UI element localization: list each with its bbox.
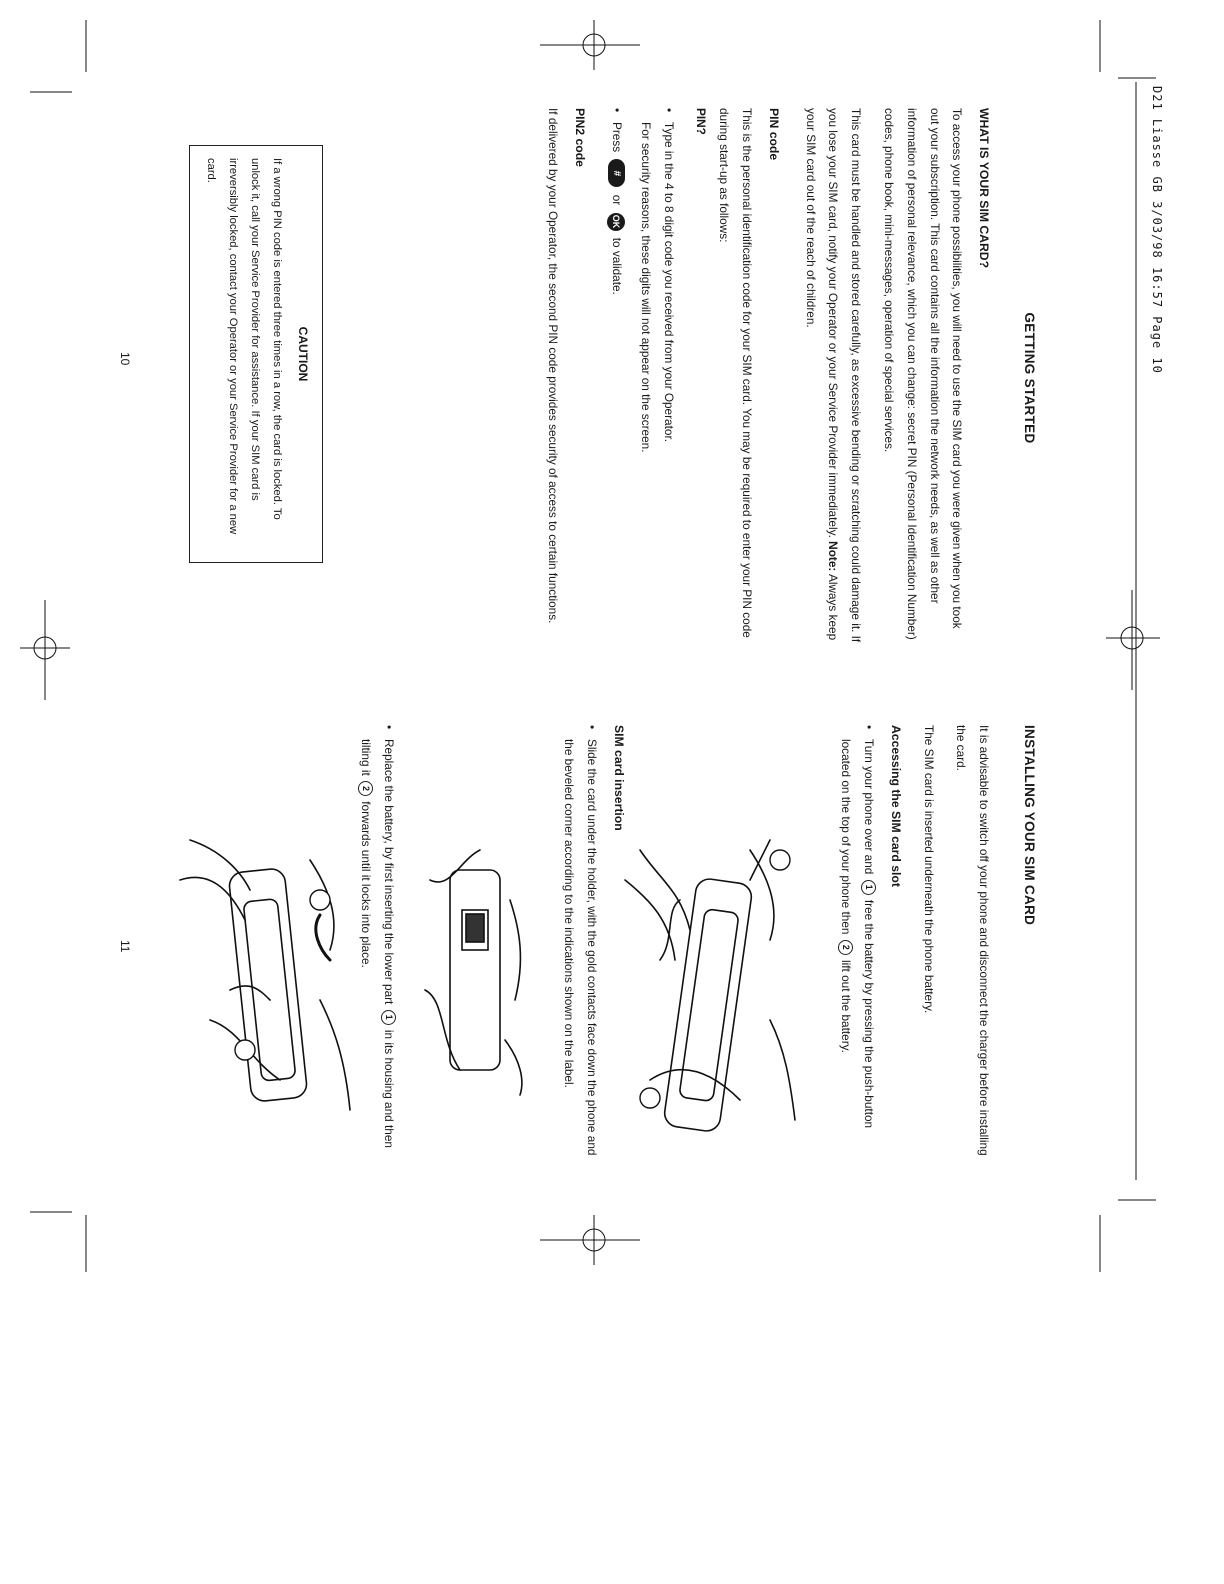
access-text-a: Turn your phone over and bbox=[862, 739, 877, 875]
page-title-install: INSTALLING YOUR SIM CARD bbox=[1022, 725, 1037, 926]
hash-key-icon: # bbox=[608, 159, 625, 187]
page-title: GETTING STARTED bbox=[1022, 312, 1037, 444]
page-11 bbox=[828, 725, 1040, 1165]
sim-paragraph-2-text: This card must be handled and stored carefully, as excessive bending or scratching could damage it. If you lose your SIM card, notify your Operator or your Service Provider immediately. bbox=[826, 108, 864, 643]
pin-heading: PIN code bbox=[766, 108, 781, 161]
install-paragraph-1: It is advisable to switch off your phone and disconnect the charger before installing the card. bbox=[954, 725, 992, 1156]
pin2-paragraph: If delivered by your Operator, the second PIN code provides security of access to certain functions. bbox=[546, 108, 561, 624]
bullet-type-code-text: Type in the 4 to 8 digit code you received from your Operator. bbox=[661, 122, 676, 443]
access-heading: Accessing the SIM card slot bbox=[888, 725, 903, 887]
note-text: Always keep your SIM card out of the reach of children. bbox=[803, 108, 841, 641]
insert-bullet: • Slide the card under the holder, with the gold contacts face down the phone and the beveled corner according to the indications shown on the label. bbox=[558, 725, 604, 1165]
pin-paragraph bbox=[690, 108, 758, 648]
caution-text: If a wrong PIN code is entered three times in a row, the card is locked. To unlock it, call your Service Provider for assistance. If your SIM card is irreversibly locked, contact your Operator or your Service Provider for a new card. bbox=[205, 158, 283, 535]
sim-insertion-illustration bbox=[420, 840, 530, 1100]
page-number-10: 10 bbox=[118, 352, 132, 366]
access-bullet bbox=[834, 725, 880, 1165]
step-2-icon: 2 bbox=[838, 940, 853, 955]
sim-paragraph-1: To access your phone possibilities, you will need to use the SIM card you were given when you took out your subscription. This card contains all the information the network needs, as well as other information of personal relevance, which you can change: secret PIN (Personal Identification Number) codes, phone book, mini-messages, operation of special services. bbox=[882, 108, 965, 640]
caution-title: CAUTION bbox=[296, 326, 310, 382]
pin2-heading: PIN2 code bbox=[573, 108, 588, 167]
step-1-icon-replace: 1 bbox=[381, 1010, 396, 1025]
replace-text-b: in its housing and then tilting it bbox=[359, 739, 396, 1148]
battery-removal-illustration bbox=[620, 820, 810, 1140]
install-paragraph-2: The SIM card is inserted underneath the phone battery. bbox=[921, 725, 936, 1014]
print-header: D21 Liasse GB 3/03/98 16:57 Page 10 bbox=[1150, 86, 1164, 374]
step-2-icon-replace: 2 bbox=[358, 781, 373, 796]
validate-text: to validate. bbox=[610, 237, 625, 295]
pin-paragraph-text: This is the personal identification code for your SIM card. You may be required to enter your PIN code during start-up as follows: bbox=[717, 108, 755, 638]
sim-insertion-section bbox=[552, 725, 630, 1165]
step-1-icon: 1 bbox=[861, 880, 876, 895]
page-10 bbox=[532, 108, 1040, 648]
caution-box bbox=[189, 145, 323, 563]
access-text-c: lift out the battery. bbox=[839, 960, 854, 1053]
note-label: Note: bbox=[826, 541, 841, 572]
insert-heading: SIM card insertion bbox=[612, 725, 626, 831]
pin-bullet-press bbox=[605, 108, 628, 648]
pin-bullet-type-code bbox=[634, 108, 680, 648]
replace-text-a: Replace the battery, by first inserting the lower part bbox=[382, 739, 396, 1005]
page-number-11: 11 bbox=[118, 940, 132, 953]
sim-heading: WHAT IS YOUR SIM CARD? bbox=[977, 108, 992, 269]
ok-key-icon: OK bbox=[607, 213, 625, 231]
battery-replace-illustration bbox=[170, 820, 370, 1120]
or-text: or bbox=[610, 194, 625, 206]
replace-text-c: forwards until it locks into place. bbox=[359, 801, 374, 968]
pin-prompt: PIN? bbox=[694, 108, 709, 135]
access-text-b: free the battery by pressing the push-button located on the top of your phone then bbox=[839, 739, 877, 1129]
sim-paragraph-2 bbox=[799, 108, 867, 648]
bullet-security-text: For security reasons, these digits will not appear on the screen. bbox=[638, 122, 653, 453]
press-text: Press bbox=[610, 122, 625, 153]
